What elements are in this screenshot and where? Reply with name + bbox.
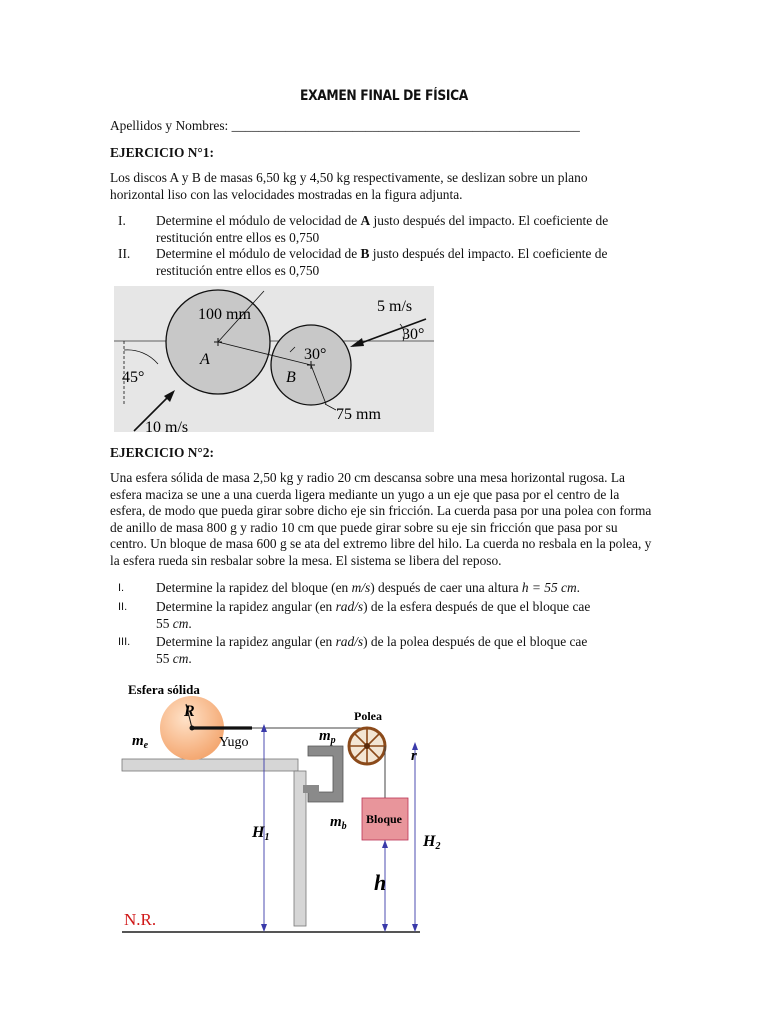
- label-75mm: 75 mm: [336, 406, 381, 423]
- item-math: rad/s: [335, 634, 364, 649]
- item-text: justo después del impacto. El coeficiente de restitución entre ellos es 0,750: [156, 213, 609, 245]
- label-radius-R: R: [184, 703, 195, 720]
- exercise-1-paragraph: Los discos A y B de masas 6,50 kg y 4,50 kg respectivamente, se deslizan sobre un plano horizontal liso con las velocidades mostradas en la figura adjunta.: [110, 170, 588, 202]
- item-text: ) de la polea después de que el bloque cae: [363, 634, 588, 649]
- item-number: III.: [118, 636, 131, 648]
- item-text: ) después de caer una altura: [370, 580, 522, 595]
- item-number: I.: [118, 582, 125, 594]
- item-math: m/s: [351, 580, 371, 595]
- item-bold: B: [360, 246, 370, 261]
- label-disc-b: B: [286, 369, 296, 386]
- label-30-angle-top: 30°: [402, 326, 425, 343]
- item-text: Determine el módulo de velocidad de: [156, 246, 361, 261]
- exercise-2-heading: EJERCICIO N°2:: [110, 445, 214, 460]
- item-text: 55: [156, 615, 173, 631]
- label-h2: H2: [423, 833, 441, 852]
- name-line: Apellidos y Nombres: ____________________________________________________: [110, 118, 580, 133]
- label-10ms: 10 m/s: [145, 419, 189, 432]
- item-bold: A: [360, 213, 371, 228]
- item-text: 55: [156, 650, 173, 666]
- item-math: cm: [172, 615, 189, 631]
- item-text: ) de la esfera después de que el bloque cae: [363, 599, 591, 614]
- label-h: h: [374, 870, 387, 895]
- label-disc-a: A: [200, 351, 210, 368]
- label-5ms: 5 m/s: [377, 298, 413, 315]
- exercise-1-heading: EJERCICIO N°1:: [110, 145, 214, 160]
- label-mass-pulley: $m_p$: [319, 728, 336, 746]
- disc-collision-figure: [114, 286, 434, 432]
- exercise-2-paragraph: Una esfera sólida de masa 2,50 kg y radio 20 cm descansa sobre una mesa horizontal rugosa. La esfera maciza se une a una cuerda ligera mediante un yugo a un eje que pasa por el centro de la esfera, de modo que pueda girar sobre dicho eje sin fricción. La cuerda pasa por una polea con forma de anillo de masa 800 g y radio 10 cm que puede girar sobre su eje sin fricción que pasa por su centro. Un bloque de masa 600 g se ata del extremo libre del hilo. La cuerda no resbala en la polea, y la esfera rueda sin resbalar sobre la mesa. El sistema se libera del reposo.: [110, 470, 652, 568]
- item-text: .: [188, 615, 192, 631]
- item-math: cm: [172, 650, 189, 666]
- label-100mm: 100 mm: [198, 306, 251, 323]
- exercise-1-item-1: [110, 213, 650, 246]
- item-text: Determine el módulo de velocidad de: [156, 213, 361, 228]
- item-text: justo después del impacto. El coeficiente de restitución entre ellos es 0,750: [156, 246, 608, 278]
- item-number: II.: [118, 246, 131, 261]
- item-number: I.: [118, 213, 126, 228]
- label-mass-block: $m_b$: [330, 814, 347, 832]
- label-h1: H1: [252, 824, 270, 843]
- page-title: EXAMEN FINAL DE FÍSICA: [300, 88, 468, 104]
- item-math: rad/s: [335, 599, 364, 614]
- label-esfera-solida: Esfera sólida: [128, 682, 200, 697]
- exercise-2-item-1: [110, 580, 650, 597]
- pulley-clamp: [308, 746, 343, 802]
- exercise-1-item-2: [110, 246, 650, 279]
- label-radius-r: r: [411, 748, 417, 764]
- exercise-2-item-2: [110, 599, 650, 632]
- item-text: .: [188, 650, 192, 666]
- exercise-2-item-3: [110, 634, 650, 667]
- label-30-angle-center: 30°: [304, 346, 327, 363]
- label-yugo: Yugo: [219, 735, 249, 750]
- label-polea: Polea: [354, 709, 382, 723]
- label-45-angle: 45°: [122, 369, 145, 386]
- item-number: II.: [118, 601, 128, 613]
- sphere-pulley-figure: [118, 680, 458, 940]
- table-top: [122, 759, 298, 771]
- item-math: h = 55 cm: [521, 580, 577, 595]
- item-text: .: [576, 580, 581, 595]
- label-bloque: Bloque: [366, 812, 403, 826]
- item-text: Determine la rapidez angular (en: [156, 599, 336, 614]
- item-text: Determine la rapidez del bloque (en: [156, 580, 352, 595]
- item-text: Determine la rapidez angular (en: [156, 634, 336, 649]
- label-nr: N.R.: [124, 910, 157, 929]
- table-leg: [294, 771, 306, 926]
- label-mass-sphere: $m_e$: [132, 733, 149, 751]
